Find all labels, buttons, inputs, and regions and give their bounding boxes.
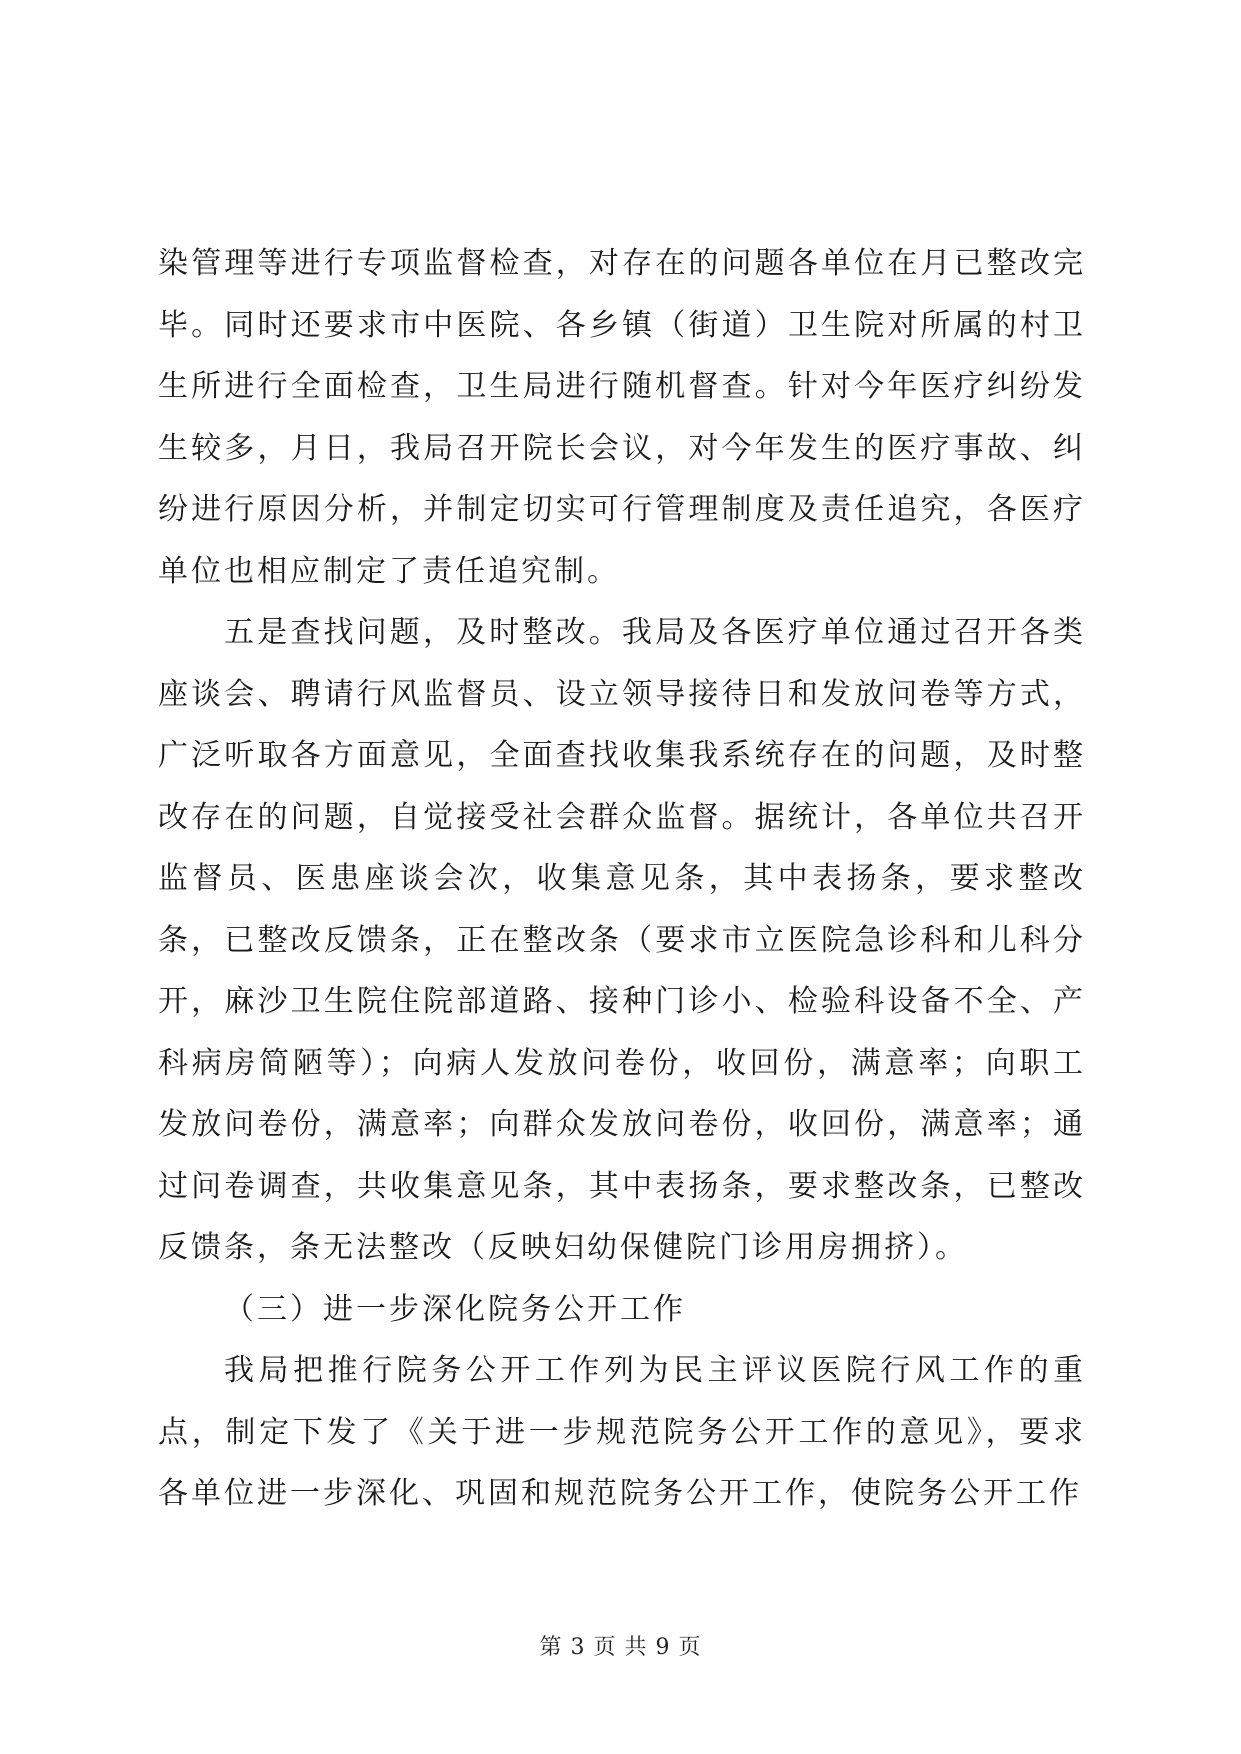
document-body xyxy=(158,233,1086,1525)
page-footer: 第 3 页 共 9 页 xyxy=(539,1635,702,1660)
paragraph-hospital-affairs: 我局把推行院务公开工作列为民主评议医院行风工作的重点，制定下发了《关于进一步规范院务公开工作的意见》，要求各单位进一步深化、巩固和规范院务公开工作，使院务公开工作 xyxy=(158,1353,1086,1511)
paragraph-findings: 五是查找问题，及时整改。我局及各医疗单位通过召开各类座谈会、聘请行风监督员、设立领导接待日和发放问卷等方式，广泛听取各方面意见，全面查找收集我系统存在的问题，及时整改存在的问题，自觉接受社会群众监督。据统计，各单位共召开监督员、医患座谈会次，收集意见条，其中表扬条，要求整改条，已整改反馈条，正在整改条（要求市立医院急诊科和儿科分开，麻沙卫生院住院部道路、接种门诊小、检验科设备不全、产科病房简陋等）；向病人发放问卷份，收回份，满意率；向职工发放问卷份，满意率；向群众发放问卷份，收回份，满意率；通过问卷调查，共收集意见条，其中表扬条，要求整改条，已整改反馈条，条无法整改（反映妇幼保健院门诊用房拥挤）。 xyxy=(158,615,1086,1265)
paragraph-continued: 染管理等进行专项监督检查，对存在的问题各单位在月已整改完毕。同时还要求市中医院、各乡镇（街道）卫生院对所属的村卫生所进行全面检查，卫生局进行随机督查。针对今年医疗纠纷发生较多，月日，我局召开院长会议，对今年发生的医疗事故、纠纷进行原因分析，并制定切实可行管理制度及责任追究，各医疗单位也相应制定了责任追究制。 xyxy=(158,246,1086,589)
section-heading: （三）进一步深化院务公开工作 xyxy=(224,1291,686,1327)
